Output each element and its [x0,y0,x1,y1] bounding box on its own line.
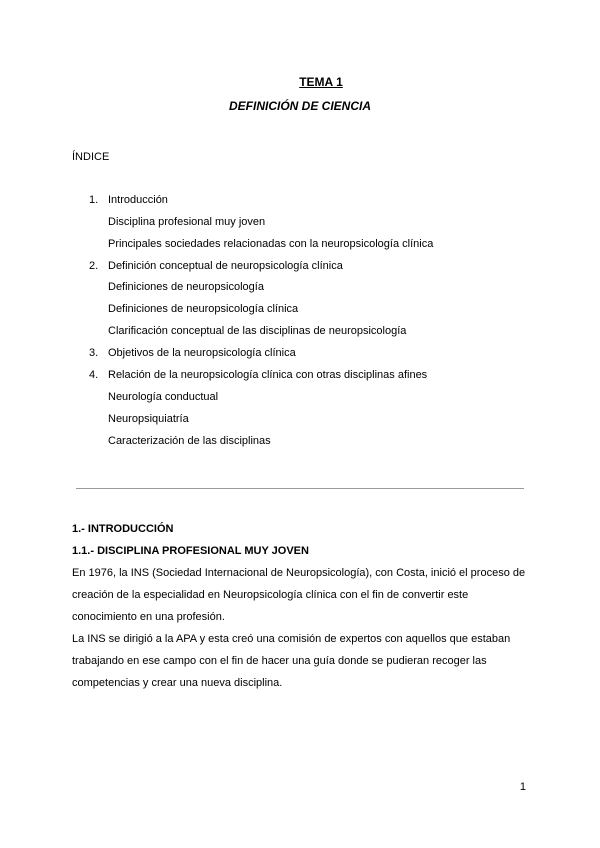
index-entry: Neurología conductual [108,391,219,403]
index-entry: Definiciones de neuropsicología [108,281,264,293]
index-entry: Clarificación conceptual de las disciplinas de neuropsicología [108,325,407,337]
section-subheading: 1.1.- DISCIPLINA PROFESIONAL MUY JOVEN [72,545,309,557]
page-number: 1 [519,781,526,793]
index-entry: Principales sociedades relacionadas con la neuropsicología clínica [108,238,434,250]
index-number: 4. [89,369,99,381]
page-subtitle: DEFINICIÓN DE CIENCIA [228,99,371,113]
index-entry: Neuropsiquiatría [108,413,189,425]
section-divider [76,488,524,489]
index-entry: Introducción [108,194,168,206]
index-label: ÍNDICE [72,151,110,163]
index-number: 2. [89,260,99,272]
index-number: 3. [89,347,99,359]
index-entry: Objetivos de la neuropsicología clínica [108,347,296,359]
paragraph-line: En 1976, la INS (Sociedad Internacional de Neuropsicología), con Costa, inició el proceso de [72,567,526,579]
paragraph-line: trabajando en ese campo con el fin de hacer una guía donde se pudieran recoger las [72,655,487,667]
index-entry: Definición conceptual de neuropsicología clínica [108,260,343,272]
section-heading: 1.- INTRODUCCIÓN [72,523,174,535]
page-title: TEMA 1 [299,75,343,89]
index-entry: Disciplina profesional muy joven [108,216,266,228]
paragraph-line: conocimiento en una profesión. [72,611,225,623]
paragraph-line: creación de la especialidad en Neuropsicología clínica con el fin de convertir este [72,589,469,601]
index-entry: Definiciones de neuropsicología clínica [108,303,299,315]
index-number: 1. [89,194,99,206]
index-entry: Caracterización de las disciplinas [108,435,271,447]
paragraph-line: La INS se dirigió a la APA y esta creó una comisión de expertos con aquellos que estaban [72,633,511,645]
paragraph-line: competencias y crear una nueva disciplina. [72,677,283,689]
index-entry: Relación de la neuropsicología clínica con otras disciplinas afines [108,369,428,381]
